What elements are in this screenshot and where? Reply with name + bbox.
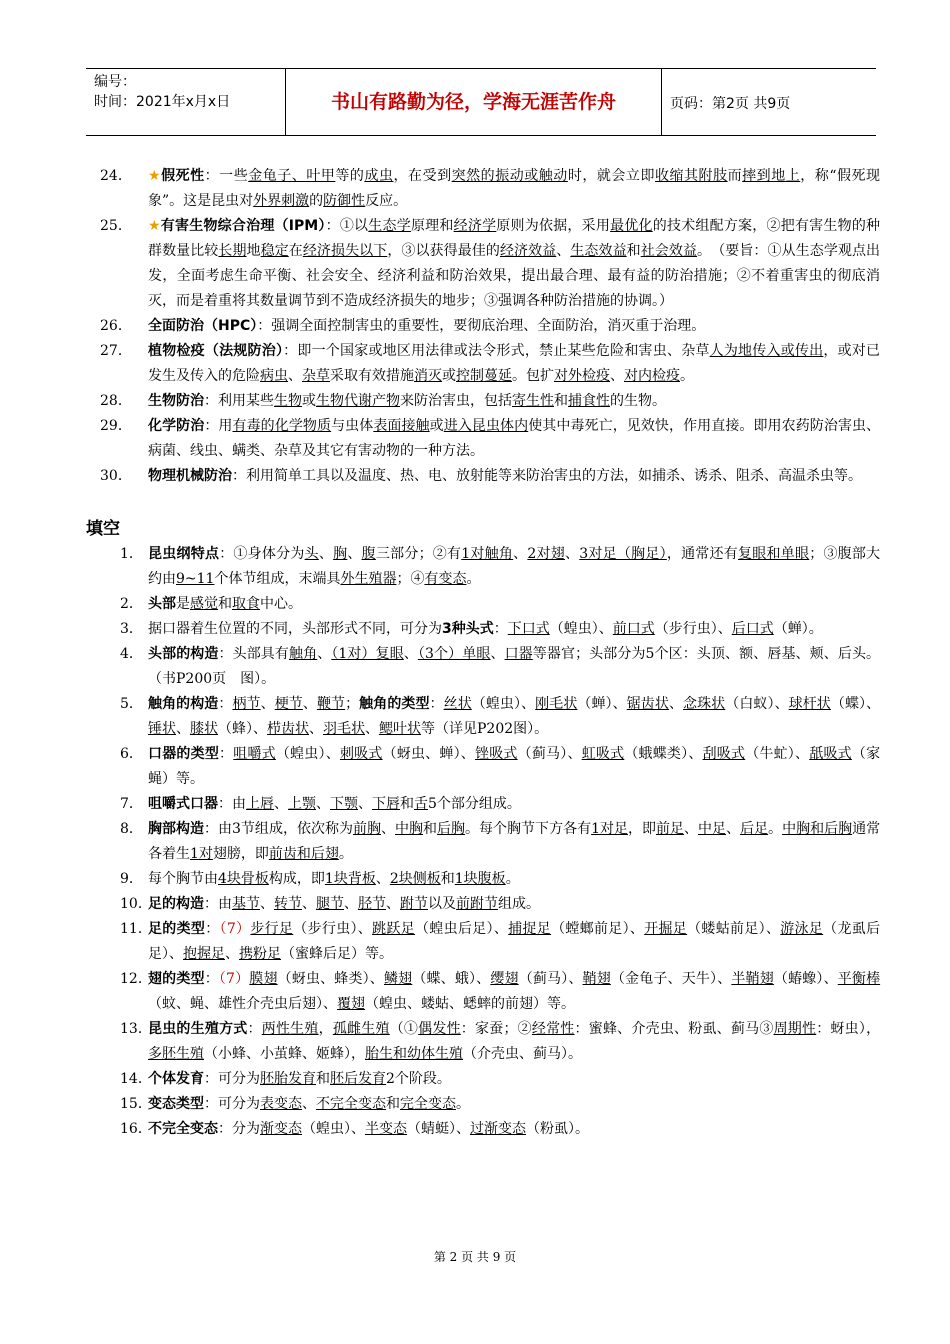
fill-item [100,642,880,692]
fill-item [100,1017,880,1067]
fill-item [100,817,880,867]
item-number: 14． [120,1071,152,1087]
item-text: 胸部构造：由3节组成，依次称为前胸、中胸和后胸。每个胸节下方各有1对足，即前足、中足、后足。中胸和后胸通常各着生1对翅膀，即前齿和后翅。 [148,821,881,862]
fill-item [100,592,880,617]
document-body [86,164,881,1142]
fill-item [100,792,880,817]
item-text: ★假死性：一些金龟子、叶甲等的成虫，在受到突然的振动或触动时，就会立即收缩其附肢而摔到地上，称“假死现象”。这是昆虫对外界刺激的防御性反应。 [148,168,881,209]
item-text: 口器的类型：咀嚼式（蝗虫）、刺吸式（蚜虫、蝉）、锉吸式（蓟马）、虹吸式（蛾蝶类）、刮吸式（牛虻）、舐吸式（家蝇）等。 [148,746,881,787]
item-number: 13． [120,1021,152,1037]
item-number: 12． [120,971,152,987]
fill-item [100,692,880,742]
item-text: 全面防治（HPC）：强调全面控制害虫的重要性，要彻底治理、全面防治，消灭重于治理。 [148,318,706,334]
item-number: 30． [100,468,132,484]
item-number: 1． [120,546,143,562]
item-text: 昆虫纲特点：①身体分为头、胸、腹三部分；②有1对触角、2对翅、3对足（胸足），通常还有复眼和单眼；③腹部大约由9~11个体节组成，末端具外生殖器；④有变态。 [148,546,881,587]
section-title: 填空 [86,519,120,539]
item-text: 化学防治：用有毒的化学物质与虫体表面接触或进入昆虫体内使其中毒死亡，见效快，作用直接。即用农药防治害虫、病菌、线虫、螨类、杂草及其它有害动物的一种方法。 [148,418,881,459]
fill-item [100,1117,880,1142]
fill-item [100,1067,880,1092]
item-text: 变态类型：可分为表变态、不完全变态和完全变态。 [148,1096,470,1112]
page-header [86,68,876,136]
item-number: 4． [120,646,143,662]
definition-item [100,389,880,414]
item-text: 翅的类型：（7）膜翅（蚜虫、蜂类）、鳞翅（蝶、蛾）、缨翅（蓟马）、鞘翅（金龟子、天牛）、半鞘翅（蝽蟓）、平衡棒（蚊、蝇、雄性介壳虫后翅）、覆翅（蝗虫、蝼蛄、蟋蟀的前翅）等。 [148,971,881,1012]
item-text: 不完全变态：分为渐变态（蝗虫）、半变态（蜻蜓）、过渐变态（粉虱）。 [148,1121,589,1137]
item-text: 物理机械防治：利用简单工具以及温度、热、电、放射能等来防治害虫的方法，如捕杀、诱杀、阻杀、高温杀虫等。 [148,468,862,484]
definition-item [100,464,880,489]
item-text: 昆虫的生殖方式：两性生殖，孤雌生殖（①偶发性：家蚕；②经常性：蜜蜂、介壳虫、粉虱、蓟马③周期性：蚜虫），多胚生殖（小蜂、小茧蜂、姬蜂），胎生和幼体生殖（介壳虫、蓟马）。 [148,1021,881,1062]
page-label: 页码：第2页 共9页 [670,96,791,112]
page-footer: 第 2 页 共 9 页 [433,1250,517,1264]
definitions-list [100,164,880,489]
definition-item [100,214,880,314]
item-text: 足的类型：（7）步行足（步行虫）、跳跃足（蝗虫后足）、捕捉足（螳螂前足）、开掘足（蝼蛄前足）、游泳足（龙虱后足）、抱握足、携粉足（蜜蜂后足）等。 [148,921,881,962]
item-number: 5． [120,696,143,712]
definition-item [100,339,880,389]
item-number: 9． [120,871,143,887]
fill-item [100,892,880,917]
item-text: 触角的构造：柄节、梗节、鞭节；触角的类型：丝状（蝗虫）、刚毛状（蝉）、锯齿状、念珠状（白蚁）、球杆状（蝶）、锤状、膝状（蜂）、栉齿状、羽毛状、鳃叶状等（详见P202图）。 [148,696,881,737]
item-text: 据口器着生位置的不同，头部形式不同，可分为3种头式：下口式（蝗虫）、前口式（步行虫）、后口式（蝉）。 [148,621,823,637]
motto: 书山有路勤为径，学海无涯苦作舟 [286,69,662,135]
item-number: 2． [120,596,143,612]
item-number: 26． [100,318,132,334]
fill-item [100,917,880,967]
item-number: 28． [100,393,132,409]
item-number: 27． [100,343,132,359]
definition-item [100,314,880,339]
item-number: 6． [120,746,143,762]
item-text: 个体发育：可分为胚胎发育和胚后发育2个阶段。 [148,1071,451,1087]
definition-item [100,164,880,214]
header-meta [86,69,286,135]
item-text: 植物检疫（法规防治）：即一个国家或地区用法律或法令形式，禁止某些危险和害虫、杂草人为地传入或传出，或对已发生及传入的危险病虫、杂草采取有效措施消灭或控制蔓延。包扩对外检疫、对内检疫。 [148,343,881,384]
fill-list [100,542,880,1142]
item-text: 每个胸节由4块骨板构成，即1块背板、2块侧板和1块腹板。 [148,871,520,887]
item-number: 3． [120,621,143,637]
fill-item [100,617,880,642]
fill-item [100,867,880,892]
item-number: 16． [120,1121,152,1137]
fill-item [100,742,880,792]
item-number: 24． [100,168,132,184]
date-label: 时间：2021年x月x日 [94,94,231,110]
item-number: 29． [100,418,132,434]
item-number: 15． [120,1096,152,1112]
item-text: 头部的构造：头部具有触角、（1对）复眼、（3个）单眼、口器等器官；头部分为5个区：头顶、额、唇基、颊、后头。（书P200页 图）。 [148,646,881,687]
fill-item [100,1092,880,1117]
item-text: 生物防治：利用某些生物或生物代谢产物来防治害虫，包括寄生性和捕食性的生物。 [148,393,666,409]
item-number: 7． [120,796,143,812]
item-text: 咀嚼式口器：由上唇、上颚、下颚、下唇和舌5个部分组成。 [148,796,521,812]
fill-item [100,967,880,1017]
item-text: 头部是感觉和取食中心。 [148,596,302,612]
definition-item [100,414,880,464]
item-number: 25． [100,218,132,234]
item-number: 11． [120,921,152,937]
fill-item [100,542,880,592]
item-number: 10． [120,896,152,912]
item-number: 8． [120,821,143,837]
item-text: ★有害生物综合治理（IPM）：①以生态学原理和经济学原则为依据，采用最优化的技术组配方案，②把有害生物的种群数量比较长期地稳定在经济损失以下，③以获得最佳的经济效益、生态效益和社会效益。 （要旨：①从生态学观点出发，全面考虑生命平衡、社会安全、经济利益和防治效果，提出最合理、最有益的防治措施；②不着重害虫的彻底消灭，而是着重将其数量调节到不造成经济损失的地步；③强调各种防治措施的协调。） [148,218,881,309]
id-label: 编号： [94,74,136,90]
item-text: 足的构造：由基节、转节、腿节、胫节、跗节以及前跗节组成。 [148,896,540,912]
